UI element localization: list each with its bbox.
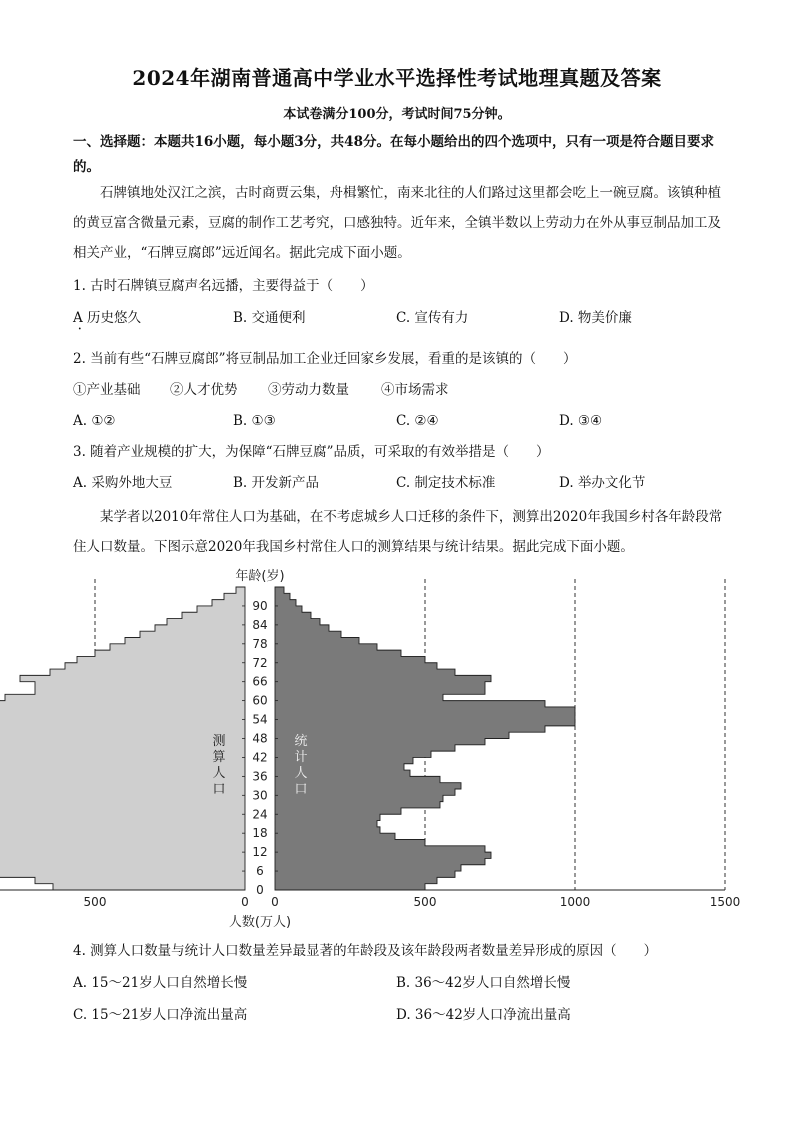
y-tick-24: 24 xyxy=(252,807,268,822)
question-1-stem: 1. 古时石牌镇豆腐声名远播，主要得益于（ ） xyxy=(73,278,374,294)
q3-option-b[interactable]: B. 开发新产品 xyxy=(233,475,320,491)
passage-1: 石牌镇地处汉江之滨，古时商贾云集，舟楫繁忙，南来北往的人们路过这里都会吃上一碗豆腐。该镇种植的黄豆富含微量元素，豆腐的制作工艺考究，口感独特。近年来，全镇半数以上劳动力在外从事豆制品加工及相关产业，“石牌豆腐郎”远近闻名。据此完成下面小题。 xyxy=(73,185,721,261)
x-axis-title: 人数(万人) xyxy=(228,915,292,930)
y-tick-6: 6 xyxy=(256,864,264,879)
y-tick-48: 48 xyxy=(252,731,268,746)
q1-option-c[interactable]: C. 宣传有力 xyxy=(396,310,469,326)
y-tick-84: 84 xyxy=(252,617,268,632)
y-tick-60: 60 xyxy=(252,693,268,708)
question-2-stem: 2. 当前有些“石牌豆腐郎”将豆制品加工企业迁回家乡发展，看重的是该镇的（ ） xyxy=(73,351,577,367)
y-tick-78: 78 xyxy=(252,636,268,651)
x-tick-right-0: 0 xyxy=(271,895,279,909)
y-tick-72: 72 xyxy=(252,655,268,670)
x-tick-right-1500: 1500 xyxy=(709,895,741,909)
y-tick-12: 12 xyxy=(252,845,268,860)
q2-item-1: ①产业基础 xyxy=(73,382,141,398)
q4-option-c[interactable]: C. 15～21岁人口净流出量高 xyxy=(73,1007,248,1023)
q4-option-a[interactable]: A. 15～21岁人口自然增长慢 xyxy=(73,975,248,991)
y-tick-0: 0 xyxy=(256,883,264,897)
q2-option-a[interactable]: A. ①② xyxy=(73,413,116,429)
question-4-stem: 4. 测算人口数量与统计人口数量差异最显著的年龄段及该年龄段两者数量差异形成的原因（ ） xyxy=(73,943,658,959)
q2-option-d[interactable]: D. ③④ xyxy=(559,413,603,429)
series-left-area xyxy=(0,587,245,890)
y-tick-30: 30 xyxy=(252,788,268,803)
q2-item-4: ④市场需求 xyxy=(381,382,449,398)
q2-item-2: ②人才优势 xyxy=(170,382,238,398)
q4-option-b[interactable]: B. 36～42岁人口自然增长慢 xyxy=(396,975,571,991)
series-label-left: 测算人口 xyxy=(212,734,226,797)
y-tick-42: 42 xyxy=(252,750,268,765)
y-tick-18: 18 xyxy=(252,826,268,841)
q2-item-3: ③劳动力数量 xyxy=(268,382,349,398)
q4-option-d[interactable]: D. 36～42岁人口净流出量高 xyxy=(396,1007,571,1023)
y-axis-title: 年龄(岁) xyxy=(235,569,285,584)
y-tick-54: 54 xyxy=(252,712,268,727)
y-tick-90: 90 xyxy=(252,598,268,613)
q1-option-b[interactable]: B. 交通便利 xyxy=(233,310,306,326)
q3-option-c[interactable]: C. 制定技术标准 xyxy=(396,475,496,491)
x-tick-right-500: 500 xyxy=(413,895,437,909)
q2-option-b[interactable]: B. ①③ xyxy=(233,413,276,429)
q1-option-d[interactable]: D. 物美价廉 xyxy=(559,310,632,326)
exam-subtitle: 本试卷满分100分，考试时间75分钟。 xyxy=(283,107,511,122)
q3-option-a[interactable]: A. 采购外地大豆 xyxy=(73,475,173,491)
x-tick-right-1000: 1000 xyxy=(559,895,591,909)
series-label-right: 统计人口 xyxy=(294,734,308,797)
stray-dot: • xyxy=(78,326,82,333)
passage-2: 某学者以2010年常住人口为基础，在不考虑城乡人口迁移的条件下，测算出2020年我国乡村各年龄段常住人口数量。下图示意2020年我国乡村常住人口的测算结果与统计结果。据此完成下面小题。 xyxy=(73,509,723,555)
population-pyramid-chart xyxy=(80,565,741,935)
x-tick-left-0: 0 xyxy=(241,895,249,909)
section-header: 一、选择题：本题共16小题，每小题3分，共48分。在每小题给出的四个选项中，只有一项是符合题目要求的。 xyxy=(73,134,714,175)
y-tick-36: 36 xyxy=(252,769,268,784)
q3-option-d[interactable]: D. 举办文化节 xyxy=(559,475,646,491)
question-3-stem: 3. 随着产业规模的扩大，为保障“石牌豆腐”品质，可采取的有效举措是（ ） xyxy=(73,444,550,460)
q2-option-c[interactable]: C. ②④ xyxy=(396,413,439,429)
q1-option-a[interactable]: A 历史悠久 xyxy=(73,310,142,326)
x-tick-left-500: 500 xyxy=(83,895,107,909)
series-right-area xyxy=(275,587,575,890)
y-tick-66: 66 xyxy=(252,674,268,689)
page-title: 2024年湖南普通高中学业水平选择性考试地理真题及答案 xyxy=(132,66,662,90)
